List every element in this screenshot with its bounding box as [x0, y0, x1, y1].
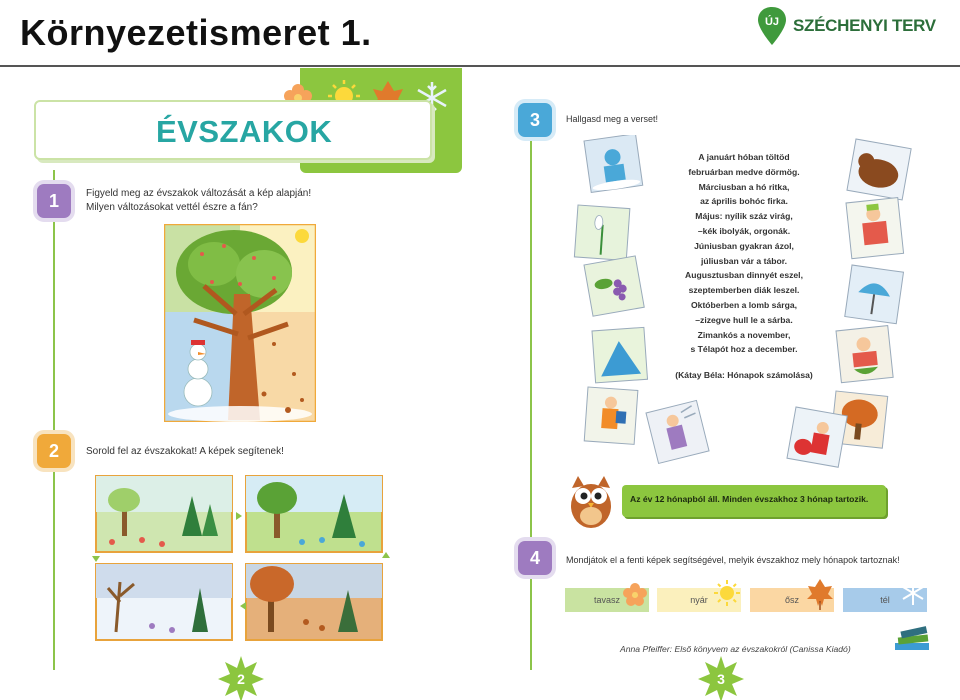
poem-line: júliusban vár a tábor.: [701, 255, 787, 266]
poem-line: Május: nyílik száz virág,: [695, 211, 793, 222]
task-1-text: [86, 187, 311, 215]
april-card: [846, 198, 904, 259]
poem-line: Márciusban a hó ritka,: [698, 181, 790, 192]
owl-icon: [562, 472, 620, 530]
left-page-spine: [53, 170, 55, 670]
poem-line: Júniusban gyakran ázol,: [694, 240, 794, 251]
season-label-spring: tavasz: [593, 595, 620, 605]
season-label-winter: tél: [880, 595, 890, 605]
task-2-text: Sorold fel az évszakokat! A képek segítenek!: [86, 446, 284, 457]
task-1-line-2: Milyen változásokat vettél észre a fán?: [86, 202, 258, 213]
july-card: [592, 327, 648, 383]
poem-line: februárban medve dörmög.: [688, 166, 800, 177]
poem-line: –kék ibolyák, orgonák.: [697, 225, 791, 236]
right-page-spine: [530, 140, 532, 670]
task-4-badge: 4: [518, 541, 552, 575]
szechenyi-terv-logo: [757, 6, 957, 56]
books-icon: [893, 623, 933, 653]
winter-scene: [96, 564, 232, 640]
poem-line: s Télapót hoz a december.: [690, 344, 798, 355]
poem: [668, 150, 820, 383]
season-label-autumn: ősz: [784, 595, 799, 605]
task-3-text: Hallgasd meg a verset!: [566, 114, 659, 124]
fact-box: [622, 485, 886, 517]
map-pin-logo-icon: [757, 6, 787, 46]
title-banner: [34, 100, 432, 160]
flower-icon: [620, 580, 650, 610]
poem-line: szeptemberben diák leszel.: [688, 285, 800, 296]
august-card: [836, 326, 893, 383]
four-seasons-tree-illustration: [164, 224, 316, 422]
spring-scene: [96, 476, 232, 552]
sun-icon: [712, 578, 742, 608]
november-card: [646, 400, 709, 463]
march-card: [574, 205, 630, 261]
autumn-scene: [246, 564, 382, 640]
january-card: [584, 135, 643, 192]
poem-line: Augusztusban dinnyét eszel,: [685, 270, 803, 281]
four-seasons-scenes-grid: [92, 472, 390, 644]
summer-scene: [246, 476, 382, 552]
september-card: [584, 387, 638, 444]
logo-mark: ÚJ: [764, 16, 780, 28]
poem-line: –zizegve hull le a sárba.: [695, 314, 793, 325]
june-card: [845, 265, 904, 324]
may-card: [584, 256, 644, 316]
header-divider: [0, 65, 960, 67]
book-credit: Anna Pfeiffer: Első könyvem az évszakokról (Canissa Kiadó): [620, 644, 851, 654]
february-card: [847, 139, 911, 200]
logo-text: SZÉCHENYI TERV: [793, 16, 936, 35]
leaf-icon: [804, 578, 836, 612]
snowflake-icon: [898, 578, 928, 608]
task-1-badge: 1: [37, 184, 71, 218]
poem-line: az április bohóc firka.: [700, 196, 788, 207]
page-title: ÉVSZAKOK: [156, 114, 333, 149]
poem-source: (Kátay Béla: Hónapok számolása): [675, 370, 813, 381]
poem-line: Zimankós a november,: [697, 329, 791, 340]
season-label-summer: nyár: [690, 595, 708, 605]
left-page-number: 2: [237, 671, 245, 687]
poem-line: A januárt hóban töltöd: [698, 152, 790, 162]
task-2-badge: 2: [37, 434, 71, 468]
right-page-number: 3: [717, 671, 725, 687]
december-card: [787, 407, 847, 467]
task-4-text: Mondjátok el a fenti képek segítségével, melyik évszakhoz mely hónapok tartoznak!: [566, 555, 900, 565]
poem-line: Októberben a lomb sárga,: [690, 299, 798, 310]
slide-title: Környezetismeret 1.: [20, 12, 372, 53]
task-3-badge: 3: [518, 103, 552, 137]
task-1-line-1: Figyeld meg az évszakok változását a kép alapján!: [86, 188, 312, 199]
fact-text: Az év 12 hónapból áll. Minden évszakhoz 3 hónap tartozik.: [630, 494, 869, 504]
